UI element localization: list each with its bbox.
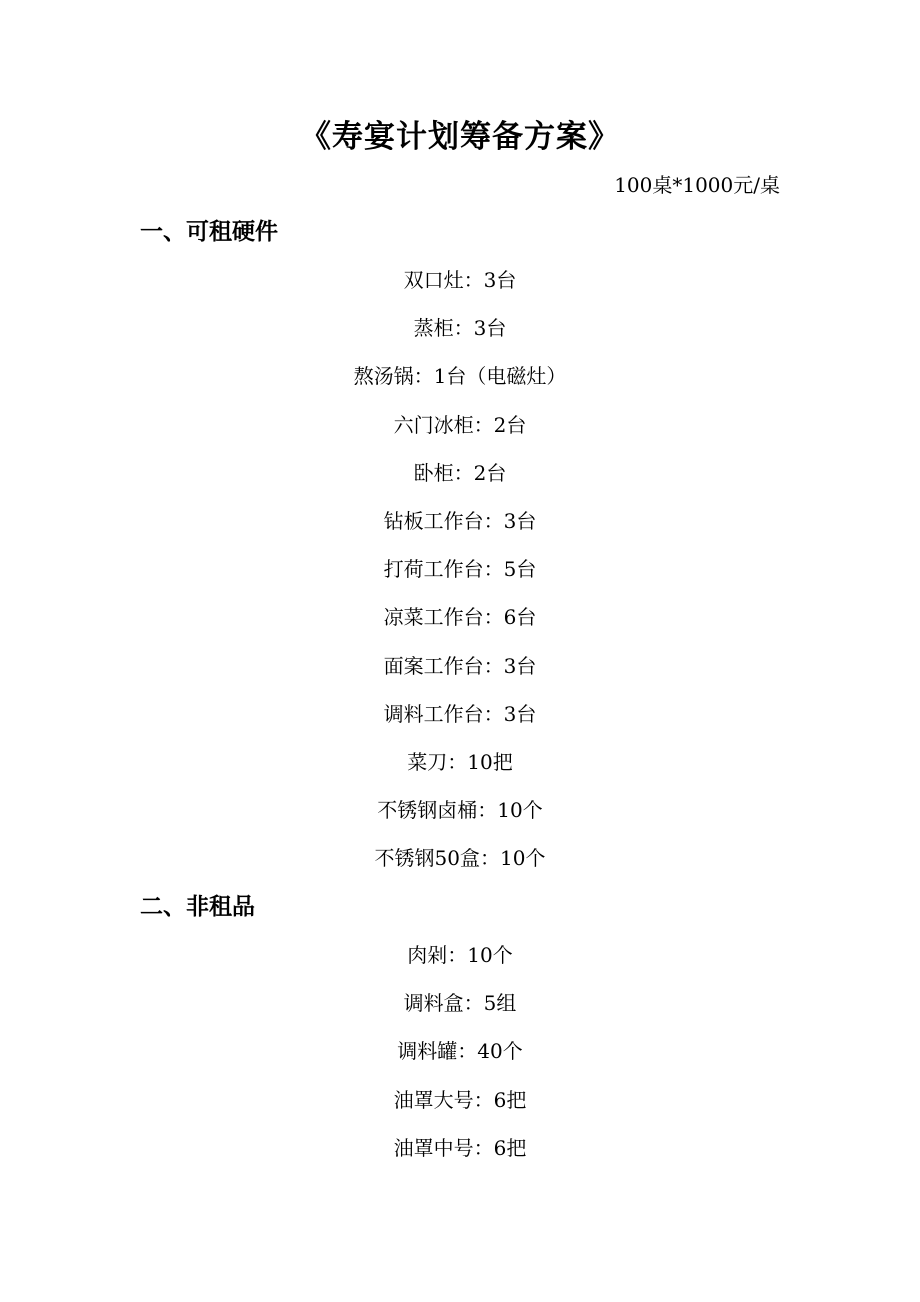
document-subtitle: 100桌*1000元/桌 [614,173,780,197]
list-item: 卧柜：2台 [413,460,507,485]
list-item: 调料盒：5组 [403,991,517,1016]
list-item: 六门冰柜：2台 [393,412,527,437]
list-item: 不锈钢卤桶：10个 [377,798,543,823]
document-title: 《寿宴计划筹备方案》 [300,119,620,155]
list-item: 肉剁：10个 [407,943,513,967]
list-item: 不锈钢50盒：10个 [374,846,546,871]
list-item: 打荷工作台：5台 [383,557,537,582]
list-item: 油罩大号：6把 [393,1087,527,1112]
list-item: 调料罐：40个 [397,1039,523,1064]
list-item: 双口灶：3台 [403,268,517,292]
list-item: 凉菜工作台：6台 [383,605,537,630]
list-item: 熬汤锅：1台（电磁灶） [353,364,567,389]
list-item: 钻板工作台：3台 [383,508,537,533]
rentable-hardware-list [0,265,920,891]
list-item: 面案工作台：3台 [383,653,537,678]
section-heading-rentable-hardware: 一、可租硬件 [140,219,278,245]
list-item: 油罩中号：6把 [393,1135,527,1160]
list-item: 菜刀：10把 [407,749,513,774]
non-rental-items-list [0,940,920,1181]
list-item: 蒸柜：3台 [413,316,507,341]
section-heading-non-rental-items: 二、非租品 [140,894,255,920]
list-item: 调料工作台：3台 [383,701,537,726]
